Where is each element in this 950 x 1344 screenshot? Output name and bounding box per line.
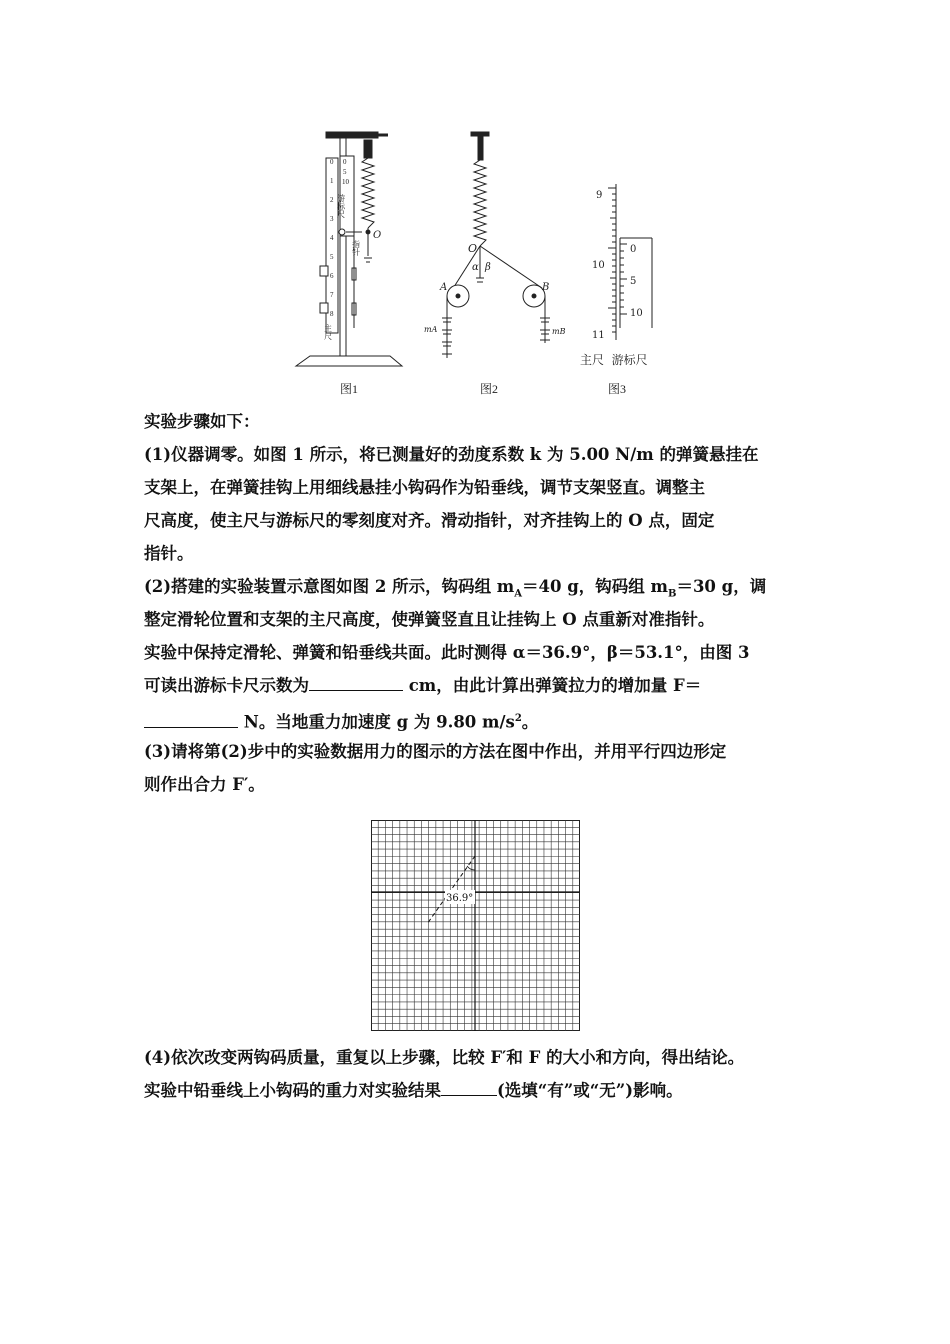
apparatus-figures	[290, 128, 670, 400]
svg-text:0: 0	[343, 158, 347, 166]
p3-line-2: 则作出合力 F′。	[144, 775, 265, 794]
p2-line-4: 可读出游标卡尺示数为 cm，由此计算出弹簧拉力的增加量 F＝	[144, 669, 824, 702]
fig1-vernier-label: 游标尺	[336, 194, 346, 218]
fig1-main-label: 主尺	[323, 324, 333, 340]
fig2-mass-b: mB	[552, 327, 566, 336]
p4-line-2: 实验中铅垂线上小钩码的重力对实验结果 (选填“有”或“无”)影响。	[144, 1074, 824, 1107]
fig3-tick-10: 10	[592, 260, 605, 271]
p3-line-1: (3)请将第(2)步中的实验数据用力的图示的方法在图中作出，并用平行四边形定	[144, 742, 727, 761]
svg-text:8: 8	[330, 310, 334, 318]
fig3-tick-11: 11	[592, 330, 605, 341]
answer-blank-reading[interactable]	[309, 672, 403, 691]
fig1-pointer-label: 指针	[351, 240, 361, 256]
p1-line-1: (1)仪器调零。如图 1 所示，将已测量好的劲度系数 k 为 5.00 N/m 的弹簧悬挂在	[144, 445, 759, 464]
figures-row	[290, 128, 670, 400]
text-block-top	[144, 405, 824, 801]
grid-angle-label: 36.9°	[446, 893, 474, 904]
fig2-mass-a: mA	[424, 325, 438, 334]
fig1-spring	[362, 158, 374, 228]
fig2-alpha: α	[472, 262, 479, 273]
svg-text:7: 7	[330, 291, 334, 299]
fig2-point-o: O	[468, 242, 478, 255]
svg-text:6: 6	[330, 272, 334, 280]
fig1-caption: 图1	[340, 382, 359, 396]
svg-text:3: 3	[330, 215, 334, 223]
fig3-vtick-5: 5	[630, 276, 637, 287]
fig1-top-bar	[326, 132, 378, 138]
fig2-weights-b	[540, 313, 550, 343]
p2-line-2: 整定滑轮位置和支架的主尺高度，使弹簧竖直且让挂钩上 O 点重新对准指针。	[144, 610, 715, 629]
p1-line-2: 支架上，在弹簧挂钩上用细线悬挂小钩码作为铅垂线，调节支架竖直。调整主	[144, 478, 705, 497]
svg-text:5: 5	[343, 168, 347, 176]
p1-line-3: 尺高度，使主尺与游标尺的零刻度对齐。滑动指针，对齐挂钩上的 O 点，固定	[144, 511, 715, 530]
fig2-label-b: B	[542, 282, 550, 293]
svg-text:10: 10	[342, 178, 349, 186]
fig1-stand-base	[296, 356, 402, 366]
fig2-label-a: A	[440, 282, 448, 293]
svg-text:4: 4	[330, 234, 334, 242]
fig3-caption: 图3	[608, 382, 627, 396]
svg-text:0: 0	[330, 158, 334, 166]
fig2-spring	[474, 160, 486, 246]
p2-line-5: N。当地重力加速度 g 为 9.80 $m/s^2$。	[144, 702, 824, 735]
force-grid[interactable]	[371, 820, 581, 1032]
p1-line-4: 指针。	[144, 544, 194, 563]
fig2-beta: β	[485, 262, 491, 273]
fig3-scale-labels: 主尺 游标尺	[580, 353, 648, 367]
text-block-bottom	[144, 1041, 824, 1107]
fig3-tick-9: 9	[596, 190, 603, 201]
fig2-caption: 图2	[480, 382, 499, 396]
fig3-vtick-10: 10	[630, 308, 643, 319]
intro-line: 实验步骤如下：	[144, 412, 260, 431]
fig2-weights-a	[442, 313, 452, 358]
svg-text:1: 1	[330, 177, 334, 185]
fig3-vtick-0: 0	[630, 244, 637, 255]
p2-line-3: 实验中保持定滑轮、弹簧和铅垂线共面。此时测得 α＝36.9°，β＝53.1°，由图 3	[144, 643, 750, 662]
answer-blank-force[interactable]	[144, 708, 238, 727]
p2-line-1: (2)搭建的实验装置示意图如图 2 所示，钩码组 $m_A=40$ g，钩码组 $m_B=30$ g，调	[144, 577, 767, 600]
answer-blank-effect[interactable]	[441, 1077, 497, 1096]
svg-text:5: 5	[330, 253, 334, 261]
fig1-point-o: O	[373, 230, 382, 241]
p4-line-1: (4)依次改变两钩码质量，重复以上步骤，比较 F′和 F 的大小和方向，得出结论。	[144, 1048, 745, 1067]
svg-text:2: 2	[330, 196, 334, 204]
